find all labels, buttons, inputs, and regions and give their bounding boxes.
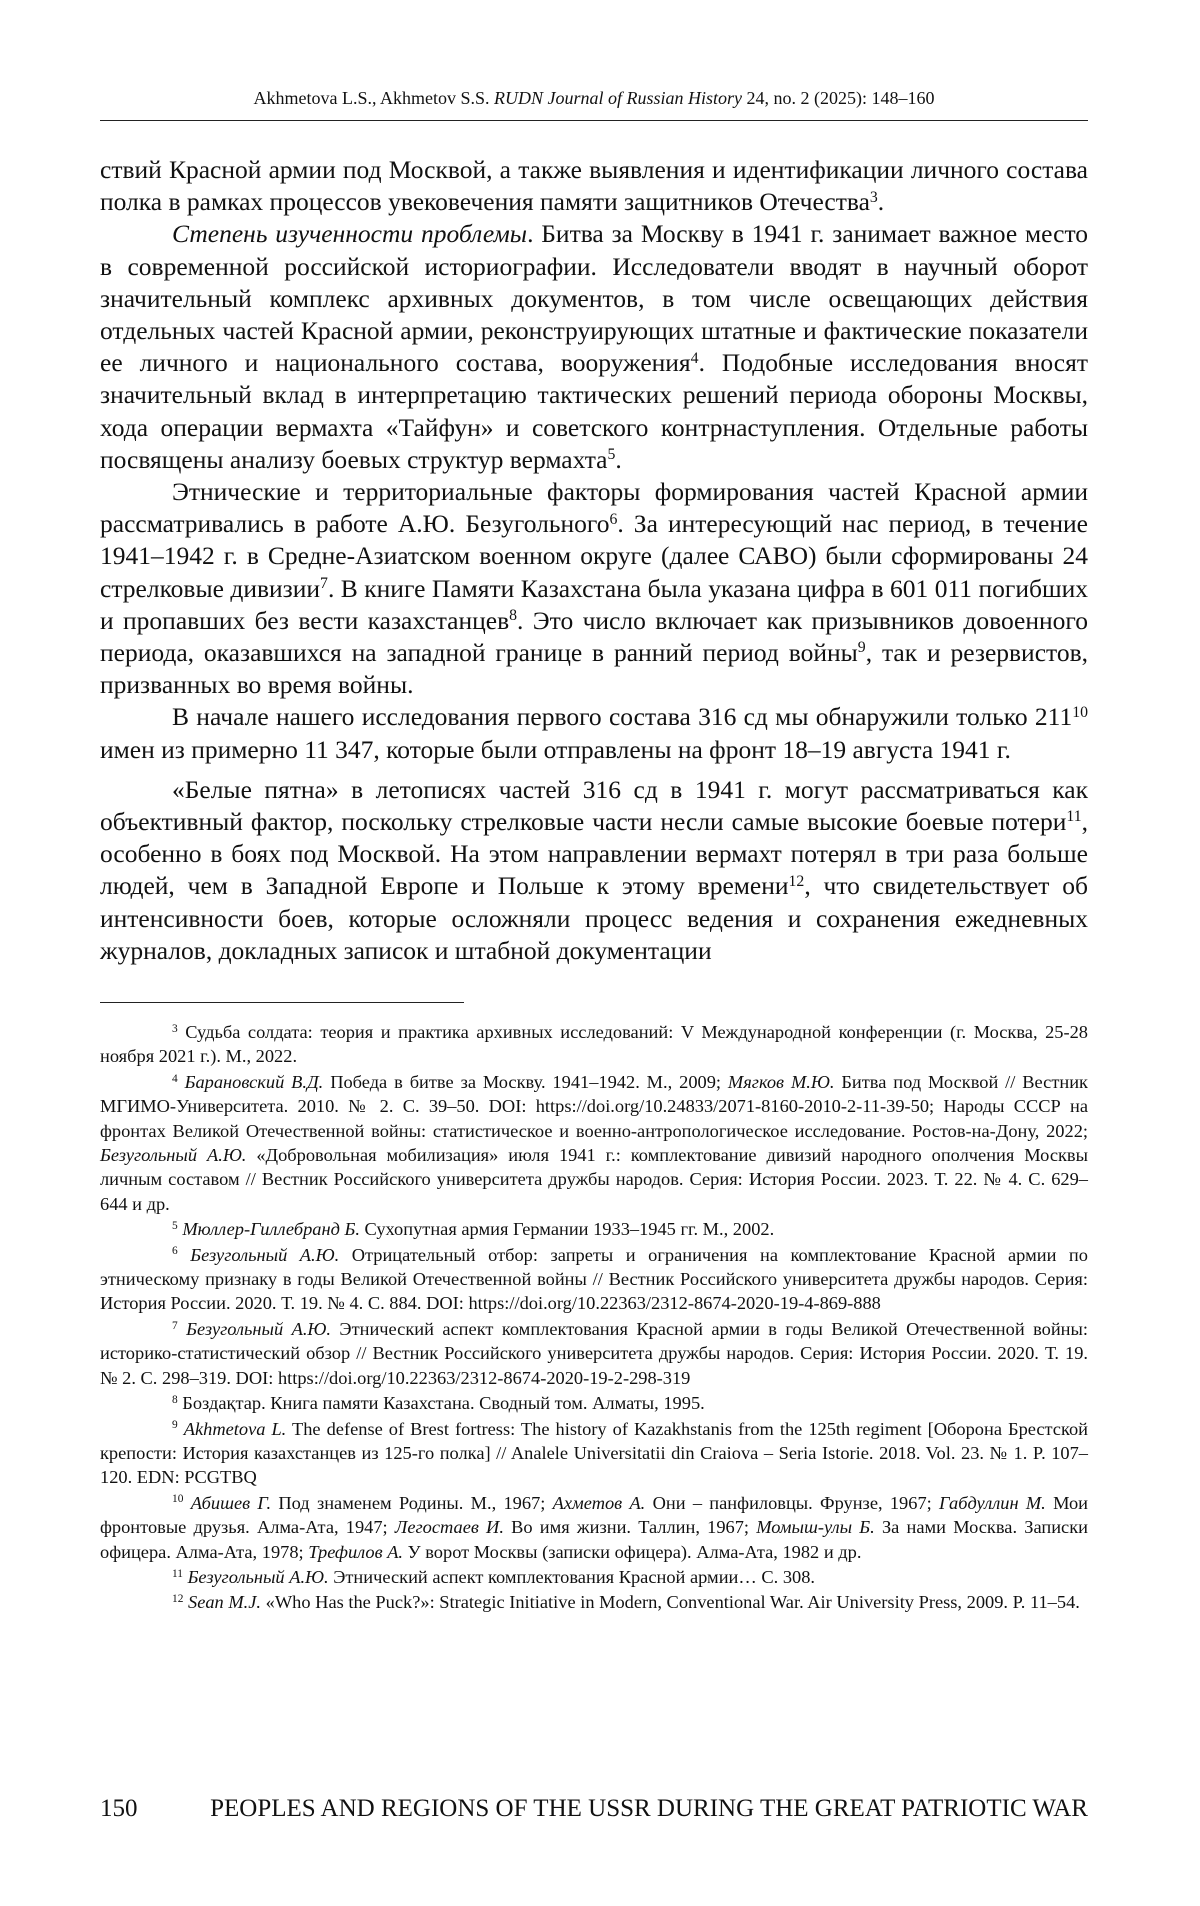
- page-number: 150: [100, 1795, 138, 1822]
- footnote-ref-8[interactable]: 8: [509, 607, 518, 625]
- footnote-ref-10[interactable]: 10: [1072, 703, 1088, 721]
- paragraph-5: «Белые пятна» в летописях частей 316 сд в 1941 г. могут рассматриваться как объективный фактор, поскольку стрелковые части несли самые высокие боевые потери$^{11}$, особенно в боях под Москвой. На этом направлении вермахт потерял в три раза больше людей, чем в Западной Европе и Польше к этому времени$^{12}$, что свидетельствует об интенсивности боев, которые осложняли процесс ведения и сохранения ежедневных журналов, докладных записок и штабной документации: [100, 774, 1088, 965]
- footnote-10: $^{10}$ Абишев Г. Под знаменем Родины. М., 1967; Ахметов А. Они – панфиловцы. Фрунзе, 1967; Габдуллин М. Мои фронтовые друзья. Алма-Ата, 1947; Легостаев И. Во имя жизни. Таллин, 1967; Момыш-улы Б. За нами Москва. Записки офицера. Алма-Ата, 1978; Трефилов А. У ворот Москвы (записки офицера). Алма-Ата, 1982 и др.: [100, 1492, 1088, 1562]
- paragraph-4: В начале нашего исследования первого состава 316 сд мы обнаружили только $211^{10}$ имен из примерно 11 347, которые были отправлены на фронт 18–19 августа 1941 г.: [100, 702, 1088, 764]
- footnote-ref-9[interactable]: 9: [857, 639, 866, 657]
- paragraph-2: Степень изученности проблемы. Битва за Москву в 1941 г. занимает важное место в современной российской историографии. Исследователи вводят в научный оборот значительный комплекс архивных документов, в том числе освещающих действия отдельных частей Красной армии, реконструирующих штатные и фактические показатели ее личного и национального состава, вооружения$^4$. Подобные исследования вносят значительный вклад в интерпретацию тактических решений периода обороны Москвы, хода операции вермахта «Тайфун» и советского контрнаступления. Отдельные работы посвящены анализу боевых структур вермахта$^5$.: [100, 219, 1088, 474]
- footnote-separator: [100, 1002, 464, 1003]
- footnote-ref-5[interactable]: 5: [607, 446, 616, 464]
- running-footer: [100, 1794, 1088, 1824]
- footnote-7: $^7$ Безугольный А.Ю. Этнический аспект комплектования Красной армии в годы Великой Отечественной войны: историко-статистический обзор // Вестник Российского университета дружбы народов. Серия: История России. 2020. Т. 19. № 2. С. 298–319. DOI: https://doi.org/10.22363/2312-8674-2020-19-2-298-319: [100, 1318, 1088, 1388]
- footnote-6: $^6$ Безугольный А.Ю. Отрицательный отбор: запреты и ограничения на комплектование Красной армии по этническому признаку в годы Великой Отечественной войны // Вестник Российского университета дружбы народов. Серия: История России. 2020. Т. 19. № 4. С. 884. DOI: https://doi.org/10.22363/2312-8674-2020-19-4-869-888: [100, 1244, 1088, 1314]
- header-rule: [100, 120, 1088, 121]
- footnote-12: $^{12}$ Sean M.J. «Who Has the Puck?»: Strategic Initiative in Modern, Conventional War. Air University Press, 2009. P. 11–54.: [172, 1592, 1080, 1613]
- footnote-8: $^8$ Боздақтар. Книга памяти Казахстана. Сводный том. Алматы, 1995.: [172, 1393, 705, 1414]
- paragraph-3: Этнические и территориальные факторы формирования частей Красной армии рассматривались в работе А.Ю. Безугольного$^6$. За интересующий нас период, в течение 1941–1942 г. в Средне-Азиатском военном округе (далее САВО) были сформированы 24 стрелковые дивизии$^7$. В книге Памяти Казахстана была указана цифра в 601 011 погибших и пропавших без вести казахстанцев$^8$. Это число включает как призывников довоенного периода, оказавшихся на западной границе в ранний период войны$^9$, так и резервистов, призванных во время войны.: [100, 477, 1088, 700]
- header-authors: Akhmetova L.S., Akhmetov S.S.: [253, 88, 490, 108]
- footnote-5: $^5$ Мюллер-Гиллебранд Б. Сухопутная армия Германии 1933–1945 гг. М., 2002.: [172, 1219, 775, 1240]
- footnote-ref-12[interactable]: 12: [788, 872, 805, 890]
- footnote-ref-7[interactable]: 7: [320, 574, 328, 592]
- section-title: PEOPLES AND REGIONS OF THE USSR DURING THE GREAT PATRIOTIC WAR: [210, 1795, 1088, 1822]
- article-body: [100, 154, 1088, 967]
- header-issue: 24, no. 2 (2025): 148–160: [746, 88, 935, 108]
- footnote-3: $^3$ Судьба солдата: теория и практика архивных исследований: V Международной конференции (г. Москва, 25-28 ноября 2021 г.). М., 2022.: [100, 1022, 1088, 1067]
- header-journal: RUDN Journal of Russian History: [494, 88, 743, 108]
- footnote-ref-4[interactable]: 4: [690, 349, 699, 367]
- footnotes: [100, 1020, 1088, 1616]
- footnote-ref-11[interactable]: 11: [1066, 808, 1082, 826]
- footnote-ref-6[interactable]: 6: [609, 510, 618, 528]
- paragraph-1: ствий Красной армии под Москвой, а также выявления и идентификации личного состава полка в рамках процессов увековечения памяти защитников Отечества$^3$.: [100, 155, 1088, 217]
- section-lead: Степень изученности проблемы: [172, 219, 528, 249]
- footnote-ref-3[interactable]: 3: [869, 188, 878, 206]
- footnote-4: $^4$ Барановский В.Д. Победа в битве за Москву. 1941–1942. М., 2009; Мягков М.Ю. Битва под Москвой // Вестник МГИМО-Университета. 2010. № 2. С. 39–50. DOI: https://doi.org/10.24833/2071-8160-2010-2-11-39-50; Народы СССР на фронтах Великой Отечественной войны: статистическое и военно-антропологическое исследование. Ростов-на-Дону, 2022; Безугольный А.Ю. «Добровольная мобилизация» июля 1941 г.: комплектование дивизий народного ополчения Москвы личным составом // Вестник Российского университета дружбы народов. Серия: История России. 2023. Т. 22. № 4. С. 629–644 и др.: [100, 1071, 1088, 1214]
- running-header: [100, 86, 1088, 110]
- footnote-11: $^{11}$ Безугольный А.Ю. Этнический аспект комплектования Красной армии… С. 308.: [172, 1566, 816, 1587]
- footnote-9: $^9$ Akhmetova L. The defense of Brest fortress: The history of Kazakhstanis from the 125th regiment [Оборона Брестской крепости: История казахстанцев из 125-го полка] // Analele Universitatii din Craiova – Seria Istorie. 2018. Vol. 23. № 1. P. 107–120. EDN: PCGTBQ: [100, 1418, 1089, 1488]
